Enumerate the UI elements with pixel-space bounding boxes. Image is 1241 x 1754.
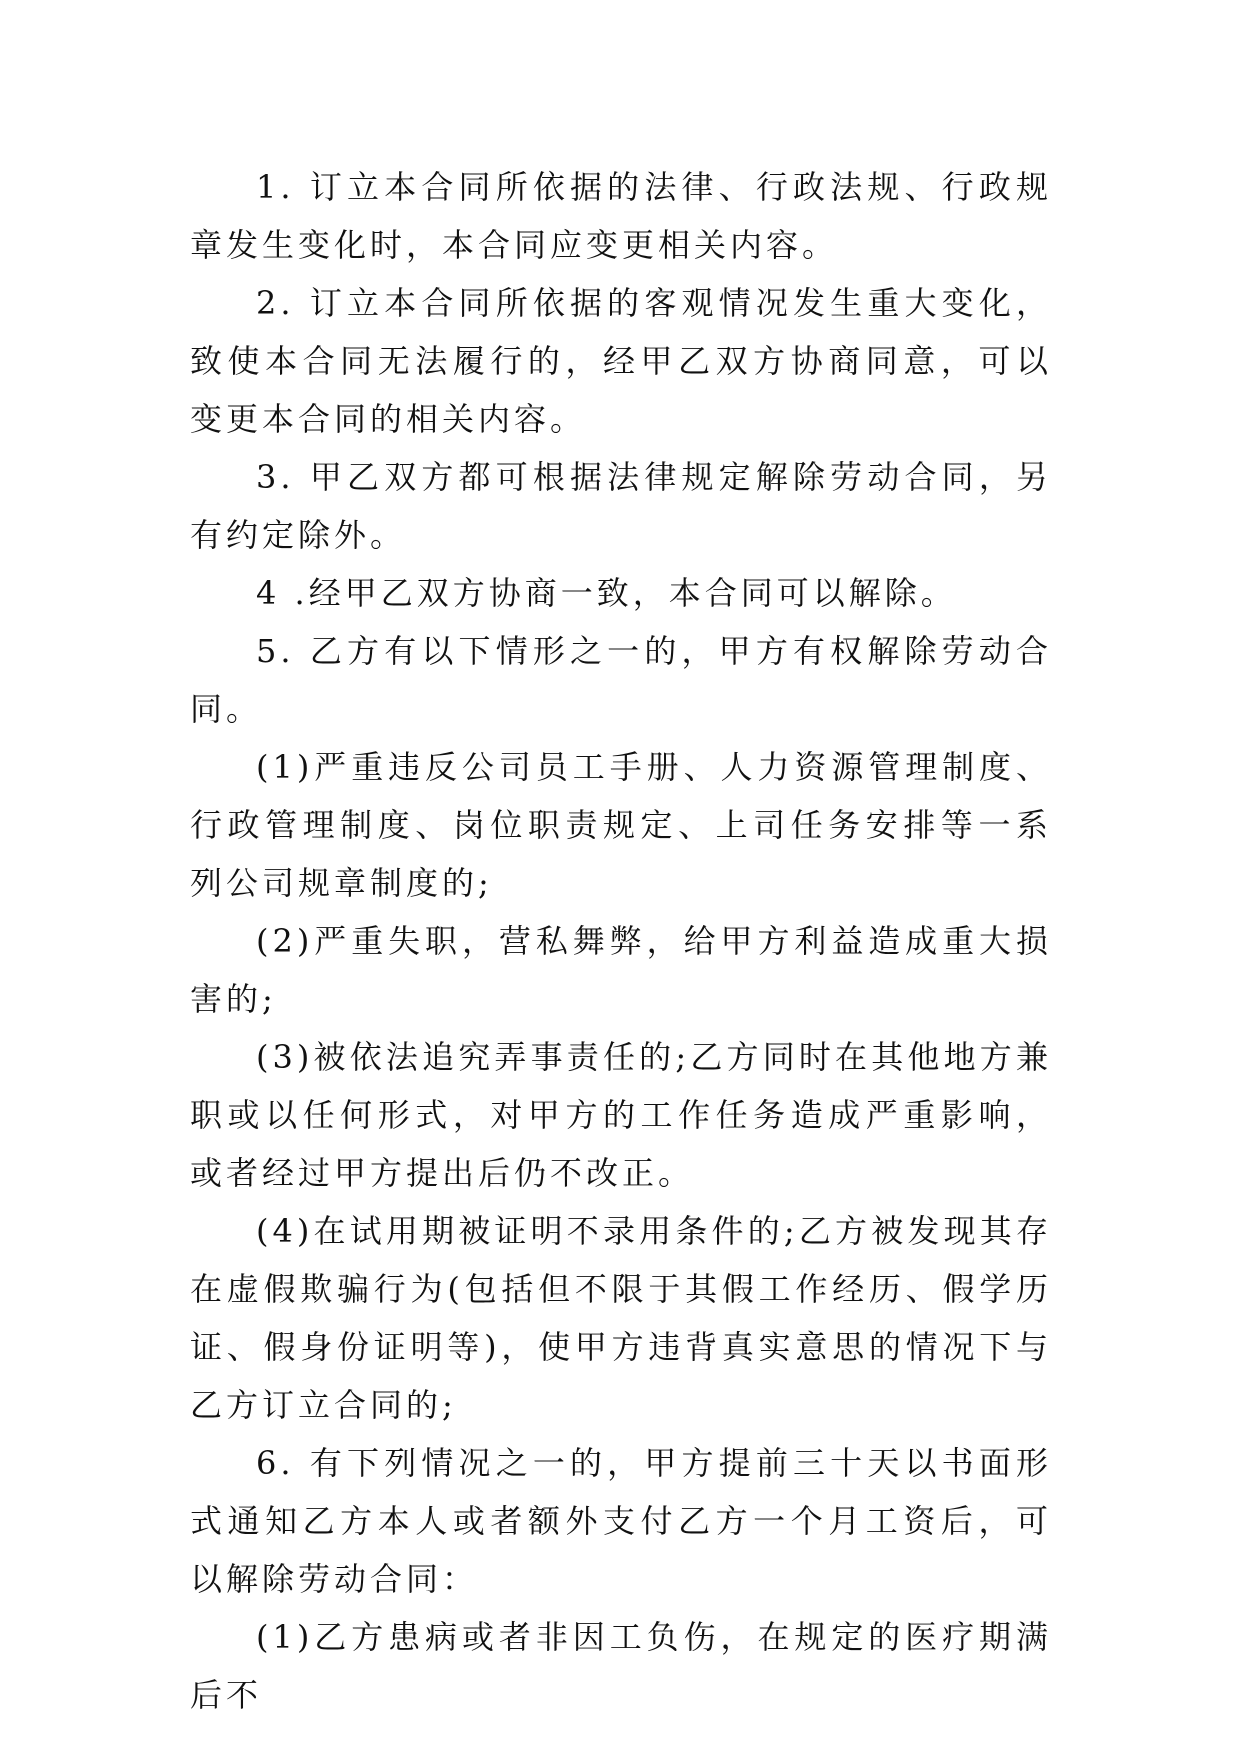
clause-1: 1. 订立本合同所依据的法律、行政法规、行政规章发生变化时，本合同应变更相关内容。 bbox=[190, 168, 1052, 264]
clause-5-item-2: (2)严重失职，营私舞弊，给甲方利益造成重大损害的; bbox=[190, 922, 1052, 1018]
clause-5-item-3: (3)被依法追究弄事责任的;乙方同时在其他地方兼职或以任何形式，对甲方的工作任务造成严重影响，或者经过甲方提出后仍不改正。 bbox=[190, 1038, 1052, 1192]
clause-5-item-4: (4)在试用期被证明不录用条件的;乙方被发现其存在虚假欺骗行为(包括但不限于其假工作经历、假学历证、假身份证明等)，使甲方违背真实意思的情况下与乙方订立合同的; bbox=[190, 1212, 1052, 1424]
clause-6-item-1: (1)乙方患病或者非因工负伤，在规定的医疗期满后不 bbox=[190, 1618, 1052, 1714]
clause-4: 4 .经甲乙双方协商一致，本合同可以解除。 bbox=[256, 574, 957, 612]
clause-5-item-1: (1)严重违反公司员工手册、人力资源管理制度、行政管理制度、岗位职责规定、上司任务安排等一系列公司规章制度的; bbox=[190, 748, 1052, 902]
clause-6: 6. 有下列情况之一的，甲方提前三十天以书面形式通知乙方本人或者额外支付乙方一个月工资后，可以解除劳动合同： bbox=[190, 1444, 1052, 1598]
clause-3: 3. 甲乙双方都可根据法律规定解除劳动合同，另有约定除外。 bbox=[190, 458, 1052, 554]
clause-2: 2. 订立本合同所依据的客观情况发生重大变化，致使本合同无法履行的，经甲乙双方协商同意，可以变更本合同的相关内容。 bbox=[190, 284, 1052, 438]
clause-5: 5. 乙方有以下情形之一的，甲方有权解除劳动合同。 bbox=[190, 632, 1052, 728]
document-page bbox=[190, 158, 1052, 1724]
